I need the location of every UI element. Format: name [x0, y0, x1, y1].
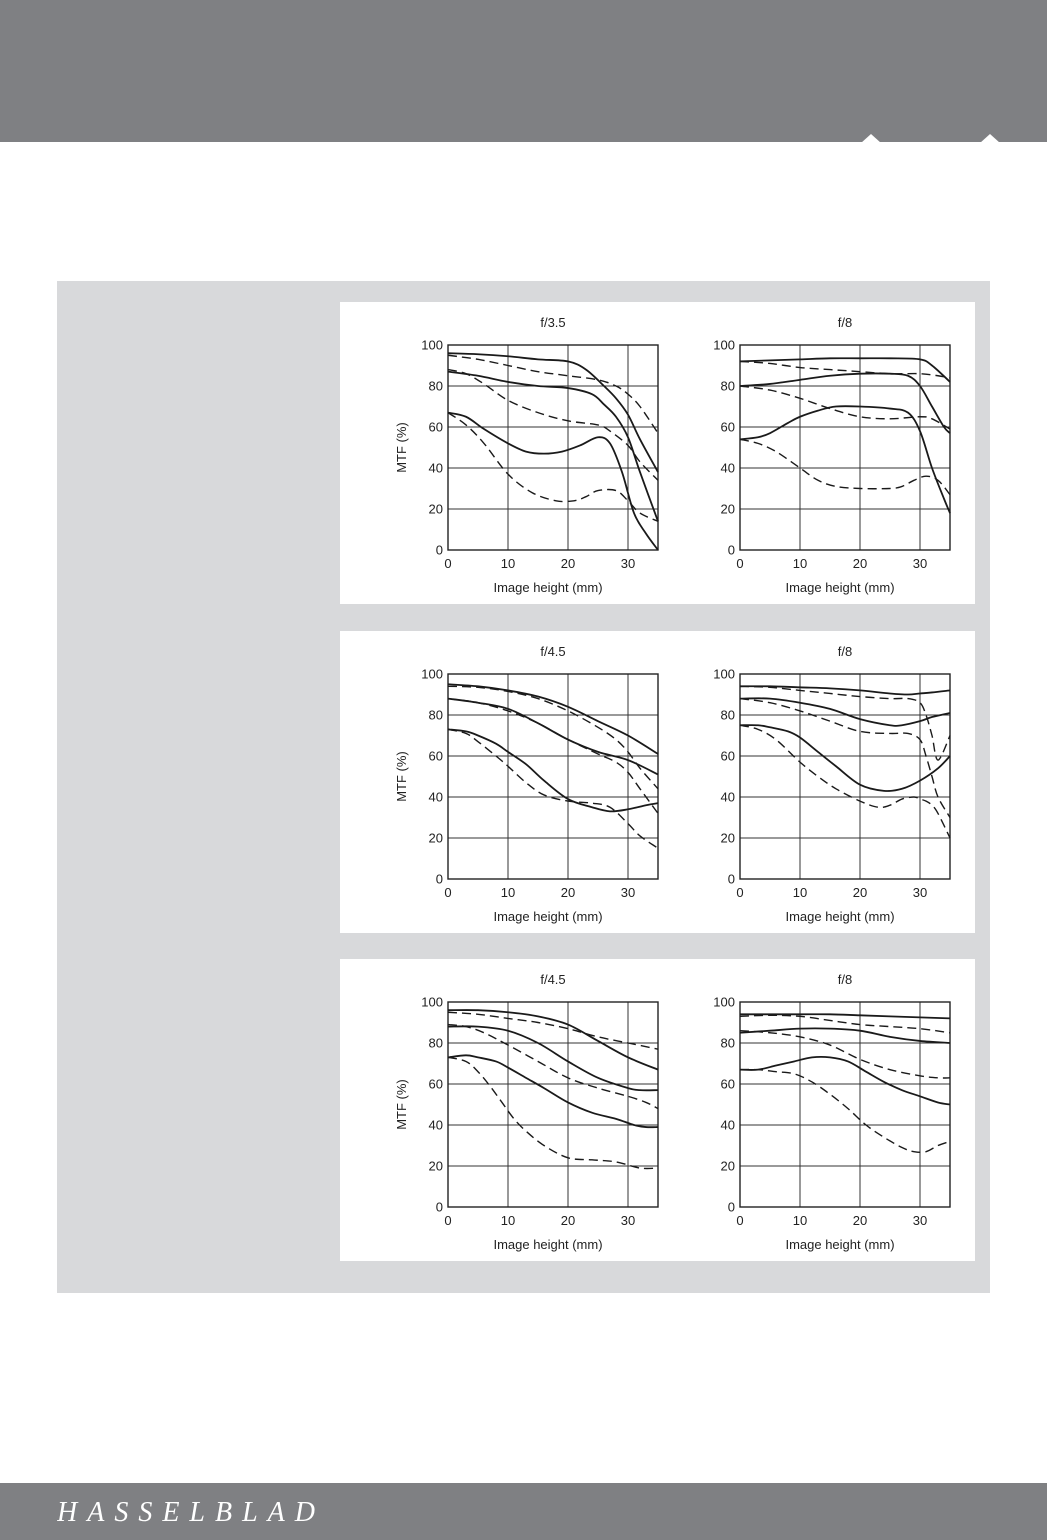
y-tick-label: 20: [428, 830, 443, 846]
chart-title: f/3.5: [540, 315, 566, 330]
mtf-curve-solid-5: [740, 1057, 950, 1105]
y-tick-label: 80: [720, 1035, 735, 1051]
mtf-plot: [713, 644, 950, 924]
y-axis-label: MTF (%): [394, 422, 409, 473]
mtf-curve-solid-5: [448, 1055, 658, 1127]
mtf-plot: [713, 315, 950, 595]
mtf-plot: [713, 972, 950, 1252]
y-tick-label: 20: [720, 1158, 735, 1174]
mtf-curve-dashed-6: [448, 413, 658, 522]
x-axis-label: Image height (mm): [493, 1237, 603, 1252]
y-tick-label: 0: [435, 1199, 443, 1215]
mtf-curve-solid-3: [740, 1028, 950, 1043]
x-tick-label: 20: [560, 885, 576, 900]
mtf-curve-solid-5: [448, 729, 658, 811]
y-tick-label: 40: [720, 1117, 735, 1133]
mtf-card-3: [340, 959, 975, 1261]
chart-title: f/4.5: [540, 644, 566, 659]
mtf-curve-dashed-2: [740, 686, 950, 760]
y-tick-label: 60: [428, 1076, 443, 1092]
chart-title: f/4.5: [540, 972, 566, 987]
y-tick-label: 60: [720, 419, 735, 435]
x-axis-label: Image height (mm): [493, 909, 603, 924]
y-tick-label: 40: [720, 460, 735, 476]
x-tick-label: 20: [852, 1213, 868, 1228]
mtf-curve-solid-1: [448, 1010, 658, 1070]
plot-frame: [448, 1002, 658, 1207]
y-tick-label: 60: [428, 748, 443, 764]
y-tick-label: 60: [428, 419, 443, 435]
x-tick-label: 10: [792, 556, 808, 571]
y-tick-label: 20: [428, 501, 443, 517]
y-tick-label: 80: [428, 378, 443, 394]
y-axis-label: MTF (%): [394, 751, 409, 802]
y-tick-label: 40: [428, 460, 443, 476]
y-tick-label: 80: [428, 707, 443, 723]
y-tick-label: 0: [727, 871, 735, 887]
plot-frame: [448, 674, 658, 879]
mtf-curve-dashed-4: [740, 386, 950, 429]
mtf-curve-dashed-6: [448, 1057, 658, 1168]
plot-frame: [740, 345, 950, 550]
x-axis-label: Image height (mm): [785, 909, 895, 924]
y-tick-label: 80: [720, 707, 735, 723]
x-tick-label: 10: [500, 1213, 516, 1228]
x-tick-label: 0: [444, 1213, 452, 1228]
mtf-plot: [394, 972, 658, 1252]
y-tick-label: 80: [428, 1035, 443, 1051]
mtf-curve-dashed-2: [448, 355, 658, 433]
x-tick-label: 10: [792, 1213, 808, 1228]
y-tick-label: 0: [727, 542, 735, 558]
x-tick-label: 10: [792, 885, 808, 900]
mtf-card-1-svg: [340, 302, 975, 604]
x-tick-label: 0: [736, 1213, 744, 1228]
header-band: [0, 0, 1047, 142]
header-tab-notch: [861, 134, 881, 143]
x-axis-label: Image height (mm): [785, 1237, 895, 1252]
y-tick-label: 100: [713, 994, 735, 1010]
x-axis-label: Image height (mm): [493, 580, 603, 595]
mtf-plot: [394, 644, 658, 924]
x-tick-label: 0: [736, 556, 744, 571]
y-tick-label: 100: [421, 994, 443, 1010]
x-tick-label: 20: [852, 885, 868, 900]
mtf-curve-dashed-4: [448, 1025, 658, 1109]
x-tick-label: 30: [620, 556, 636, 571]
chart-title: f/8: [837, 644, 853, 659]
chart-title: f/8: [837, 315, 853, 330]
x-tick-label: 30: [912, 1213, 928, 1228]
mtf-curve-dashed-6: [740, 1069, 950, 1152]
x-tick-label: 20: [852, 556, 868, 571]
logo-text: HASSELBLAD: [57, 1497, 325, 1528]
mtf-card-3-svg: [340, 959, 975, 1261]
mtf-plot: [394, 315, 658, 595]
chart-title: f/8: [837, 972, 853, 987]
mtf-curve-solid-3: [740, 373, 950, 433]
y-tick-label: 80: [720, 378, 735, 394]
y-axis-label: MTF (%): [394, 1079, 409, 1130]
y-tick-label: 100: [713, 666, 735, 682]
x-tick-label: 20: [560, 556, 576, 571]
y-tick-label: 20: [720, 501, 735, 517]
y-tick-label: 40: [720, 789, 735, 805]
y-tick-label: 100: [421, 337, 443, 353]
y-tick-label: 40: [428, 1117, 443, 1133]
header-tab-notch: [980, 134, 1000, 143]
y-tick-label: 60: [720, 748, 735, 764]
y-tick-label: 100: [713, 337, 735, 353]
y-tick-label: 20: [428, 1158, 443, 1174]
x-tick-label: 10: [500, 556, 516, 571]
mtf-card-1: [340, 302, 975, 604]
x-tick-label: 0: [736, 885, 744, 900]
x-tick-label: 30: [620, 885, 636, 900]
hasselblad-logo: [57, 1495, 357, 1529]
x-tick-label: 20: [560, 1213, 576, 1228]
y-tick-label: 0: [435, 542, 443, 558]
x-tick-label: 10: [500, 885, 516, 900]
mtf-curve-solid-5: [740, 725, 950, 791]
x-tick-label: 30: [620, 1213, 636, 1228]
y-tick-label: 40: [428, 789, 443, 805]
y-tick-label: 60: [720, 1076, 735, 1092]
mtf-card-2: [340, 631, 975, 933]
x-axis-label: Image height (mm): [785, 580, 895, 595]
y-tick-label: 100: [421, 666, 443, 682]
mtf-curve-solid-5: [740, 406, 950, 513]
x-tick-label: 0: [444, 556, 452, 571]
mtf-card-2-svg: [340, 631, 975, 933]
y-tick-label: 0: [435, 871, 443, 887]
mtf-curve-solid-1: [448, 353, 658, 472]
y-tick-label: 20: [720, 830, 735, 846]
x-tick-label: 30: [912, 556, 928, 571]
x-tick-label: 0: [444, 885, 452, 900]
y-tick-label: 0: [727, 1199, 735, 1215]
mtf-curve-dashed-4: [740, 699, 950, 818]
mtf-curve-dashed-6: [740, 439, 950, 494]
x-tick-label: 30: [912, 885, 928, 900]
plot-frame: [740, 674, 950, 879]
